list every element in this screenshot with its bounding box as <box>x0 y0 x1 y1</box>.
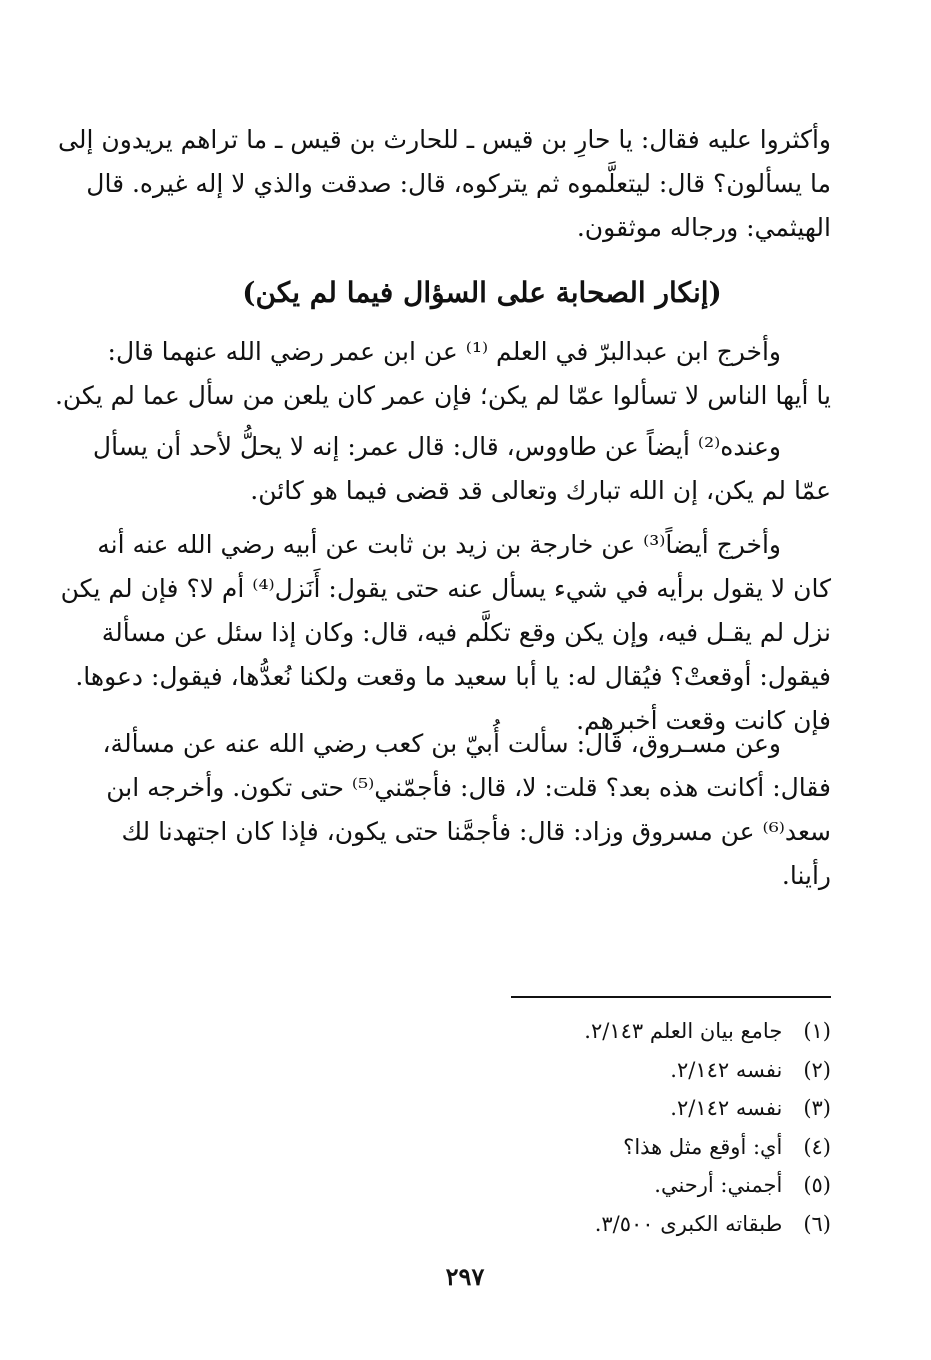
text-line: وأكثروا عليه فقال: يا حارِ بن قيس ـ للحارث بن قيس ـ ما تراهم يريدون إلى <box>58 125 831 154</box>
text-line: فيقول: أوقعتْ؟ فيُقال له: يا أبا سعيد ما وقعت ولكنا نُعدُّها، فيقول: دعوها. <box>75 662 831 691</box>
footnote-text: أي: أوقع مثل هذا؟ <box>623 1134 783 1159</box>
footnote-number: (٦) <box>803 1211 831 1236</box>
text-line: رأينا. <box>781 861 831 890</box>
text-line: وأخرج ابن عبدالبرّ في العلم ⁽¹⁾ عن ابن عمر رضي الله عنهما قال: <box>107 337 781 366</box>
footnote-item <box>400 1012 831 1051</box>
text-line: يا أيها الناس لا تسألوا عمّا لم يكن؛ فإن عمر كان يلعن من سأل عما لم يكن. <box>54 381 831 410</box>
text-line: وعنده⁽²⁾ أيضاً عن طاووس، قال: قال عمر: إنه لا يحلُّ لأحد أن يسأل <box>92 432 781 461</box>
footnote-text: نفسه ٢/١٤٢. <box>670 1096 783 1120</box>
text-line: الهيثمي: ورجاله موثقون. <box>576 213 831 242</box>
footnote-number: (١) <box>803 1019 831 1043</box>
footnote-text: جامع بيان العلم ٢/١٤٣. <box>584 1019 783 1043</box>
text-line: فقال: أكانت هذه بعد؟ قلت: لا، قال: فأجمّني⁽⁵⁾ حتى تكون. وأخرجه ابن <box>106 773 831 802</box>
text-line: عمّا لم يكن، إن الله تبارك وتعالى قد قضى فيما هو كائن. <box>250 476 831 505</box>
footnote-text: أجمني: أرحني. <box>654 1173 783 1197</box>
footnote-item <box>400 1166 831 1205</box>
footnote-text: نفسه ٢/١٤٢. <box>670 1057 783 1082</box>
text-line: فإن كانت وقعت أخبرهم. <box>576 706 831 735</box>
footnote-number: (٥) <box>803 1173 831 1197</box>
footnote-number: (٣) <box>803 1096 831 1120</box>
text-line: وعن مسـروق، قال: سألت أُبيّ بن كعب رضي الله عنه عن مسألة، <box>102 729 781 758</box>
paragraph-1 <box>58 118 831 250</box>
footnote-item <box>400 1051 831 1090</box>
text-line: نزل لم يقـل فيه، وإن يكن وقع تكلَّم فيه، قال: وكان إذا سئل عن مسألة <box>101 618 831 647</box>
footnote-item <box>400 1089 831 1128</box>
footnote-item <box>400 1205 831 1244</box>
text-line: ما يسألون؟ قال: ليتعلَّموه ثم يتركوه، قال: صدقت والذي لا إله غيره. قال <box>86 169 831 198</box>
paragraph-2 <box>54 330 831 418</box>
paragraph-5 <box>102 722 831 898</box>
paragraph-3 <box>92 425 831 513</box>
text-line: كان لا يقول برأيه في شيء يسأل عنه حتى يقول: أَنَزل⁽⁴⁾ أم لا؟ فإن لم يكن <box>60 574 831 603</box>
paragraph-4 <box>60 523 831 743</box>
footnote-divider <box>511 996 831 998</box>
footnote-text: طبقاته الكبرى ٣/٥٠٠. <box>594 1211 783 1236</box>
section-heading: (إنكار الصحابة على السؤال فيما لم يكن) <box>242 276 722 309</box>
footnote-number: (٤) <box>803 1134 831 1159</box>
footnote-number: (٢) <box>803 1057 831 1082</box>
footnotes <box>400 1012 831 1243</box>
text-line: سعد⁽⁶⁾ عن مسروق وزاد: قال: فأجمَّنا حتى يكون، فإذا كان اجتهدنا لك <box>121 817 831 846</box>
text-line: وأخرج أيضاً⁽³⁾ عن خارجة بن زيد بن ثابت عن أبيه رضي الله عنه أنه <box>97 530 781 559</box>
page-number: ٢٩٧ <box>445 1262 485 1291</box>
footnote-item <box>400 1128 831 1167</box>
